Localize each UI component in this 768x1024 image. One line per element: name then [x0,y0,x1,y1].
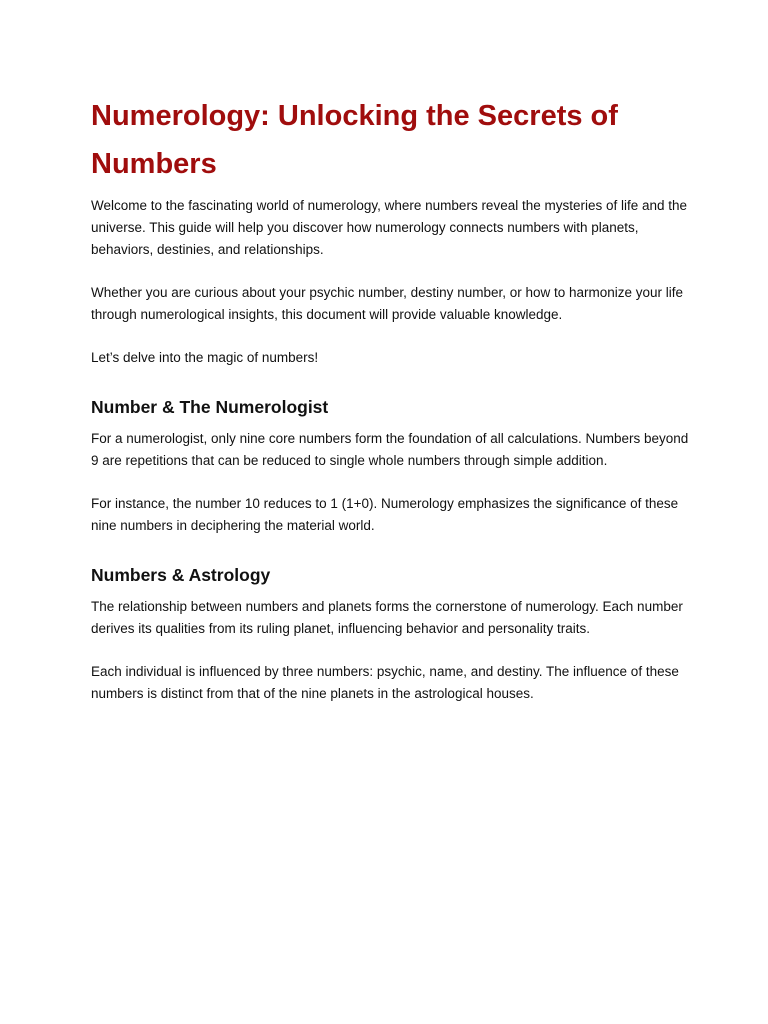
section-heading-astrology: Numbers & Astrology [91,565,271,585]
section-2-paragraph-2: Each individual is influenced by three numbers: psychic, name, and destiny. The influence of these numbers is distinct from that of the nine planets in the astrological houses. [91,664,679,701]
intro-paragraph-1: Welcome to the fascinating world of numerology, where numbers reveal the mysteries of life and the universe. This guide will help you discover how numerology connects numbers with planets, behaviors, destinies, and relationships. [91,198,688,257]
section-2-paragraph-1: The relationship between numbers and planets forms the cornerstone of numerology. Each number derives its qualities from its ruling planet, influencing behavior and personality traits. [91,599,683,636]
section-1-paragraph-2: For instance, the number 10 reduces to 1 (1+0). Numerology emphasizes the significance of these nine numbers in deciphering the material world. [91,496,679,533]
page-title: Numerology: Unlocking the Secrets of Numbers [91,100,618,180]
section-heading-numerologist: Number & The Numerologist [91,397,329,417]
intro-paragraph-2: Whether you are curious about your psychic number, destiny number, or how to harmonize your life through numerological insights, this document will provide valuable knowledge. [91,285,684,322]
intro-paragraph-3: Let’s delve into the magic of numbers! [91,350,319,365]
section-1-paragraph-1: For a numerologist, only nine core numbers form the foundation of all calculations. Numbers beyond 9 are repetitions that can be reduced to single whole numbers through simple addition. [91,431,689,468]
document-page [91,92,691,705]
